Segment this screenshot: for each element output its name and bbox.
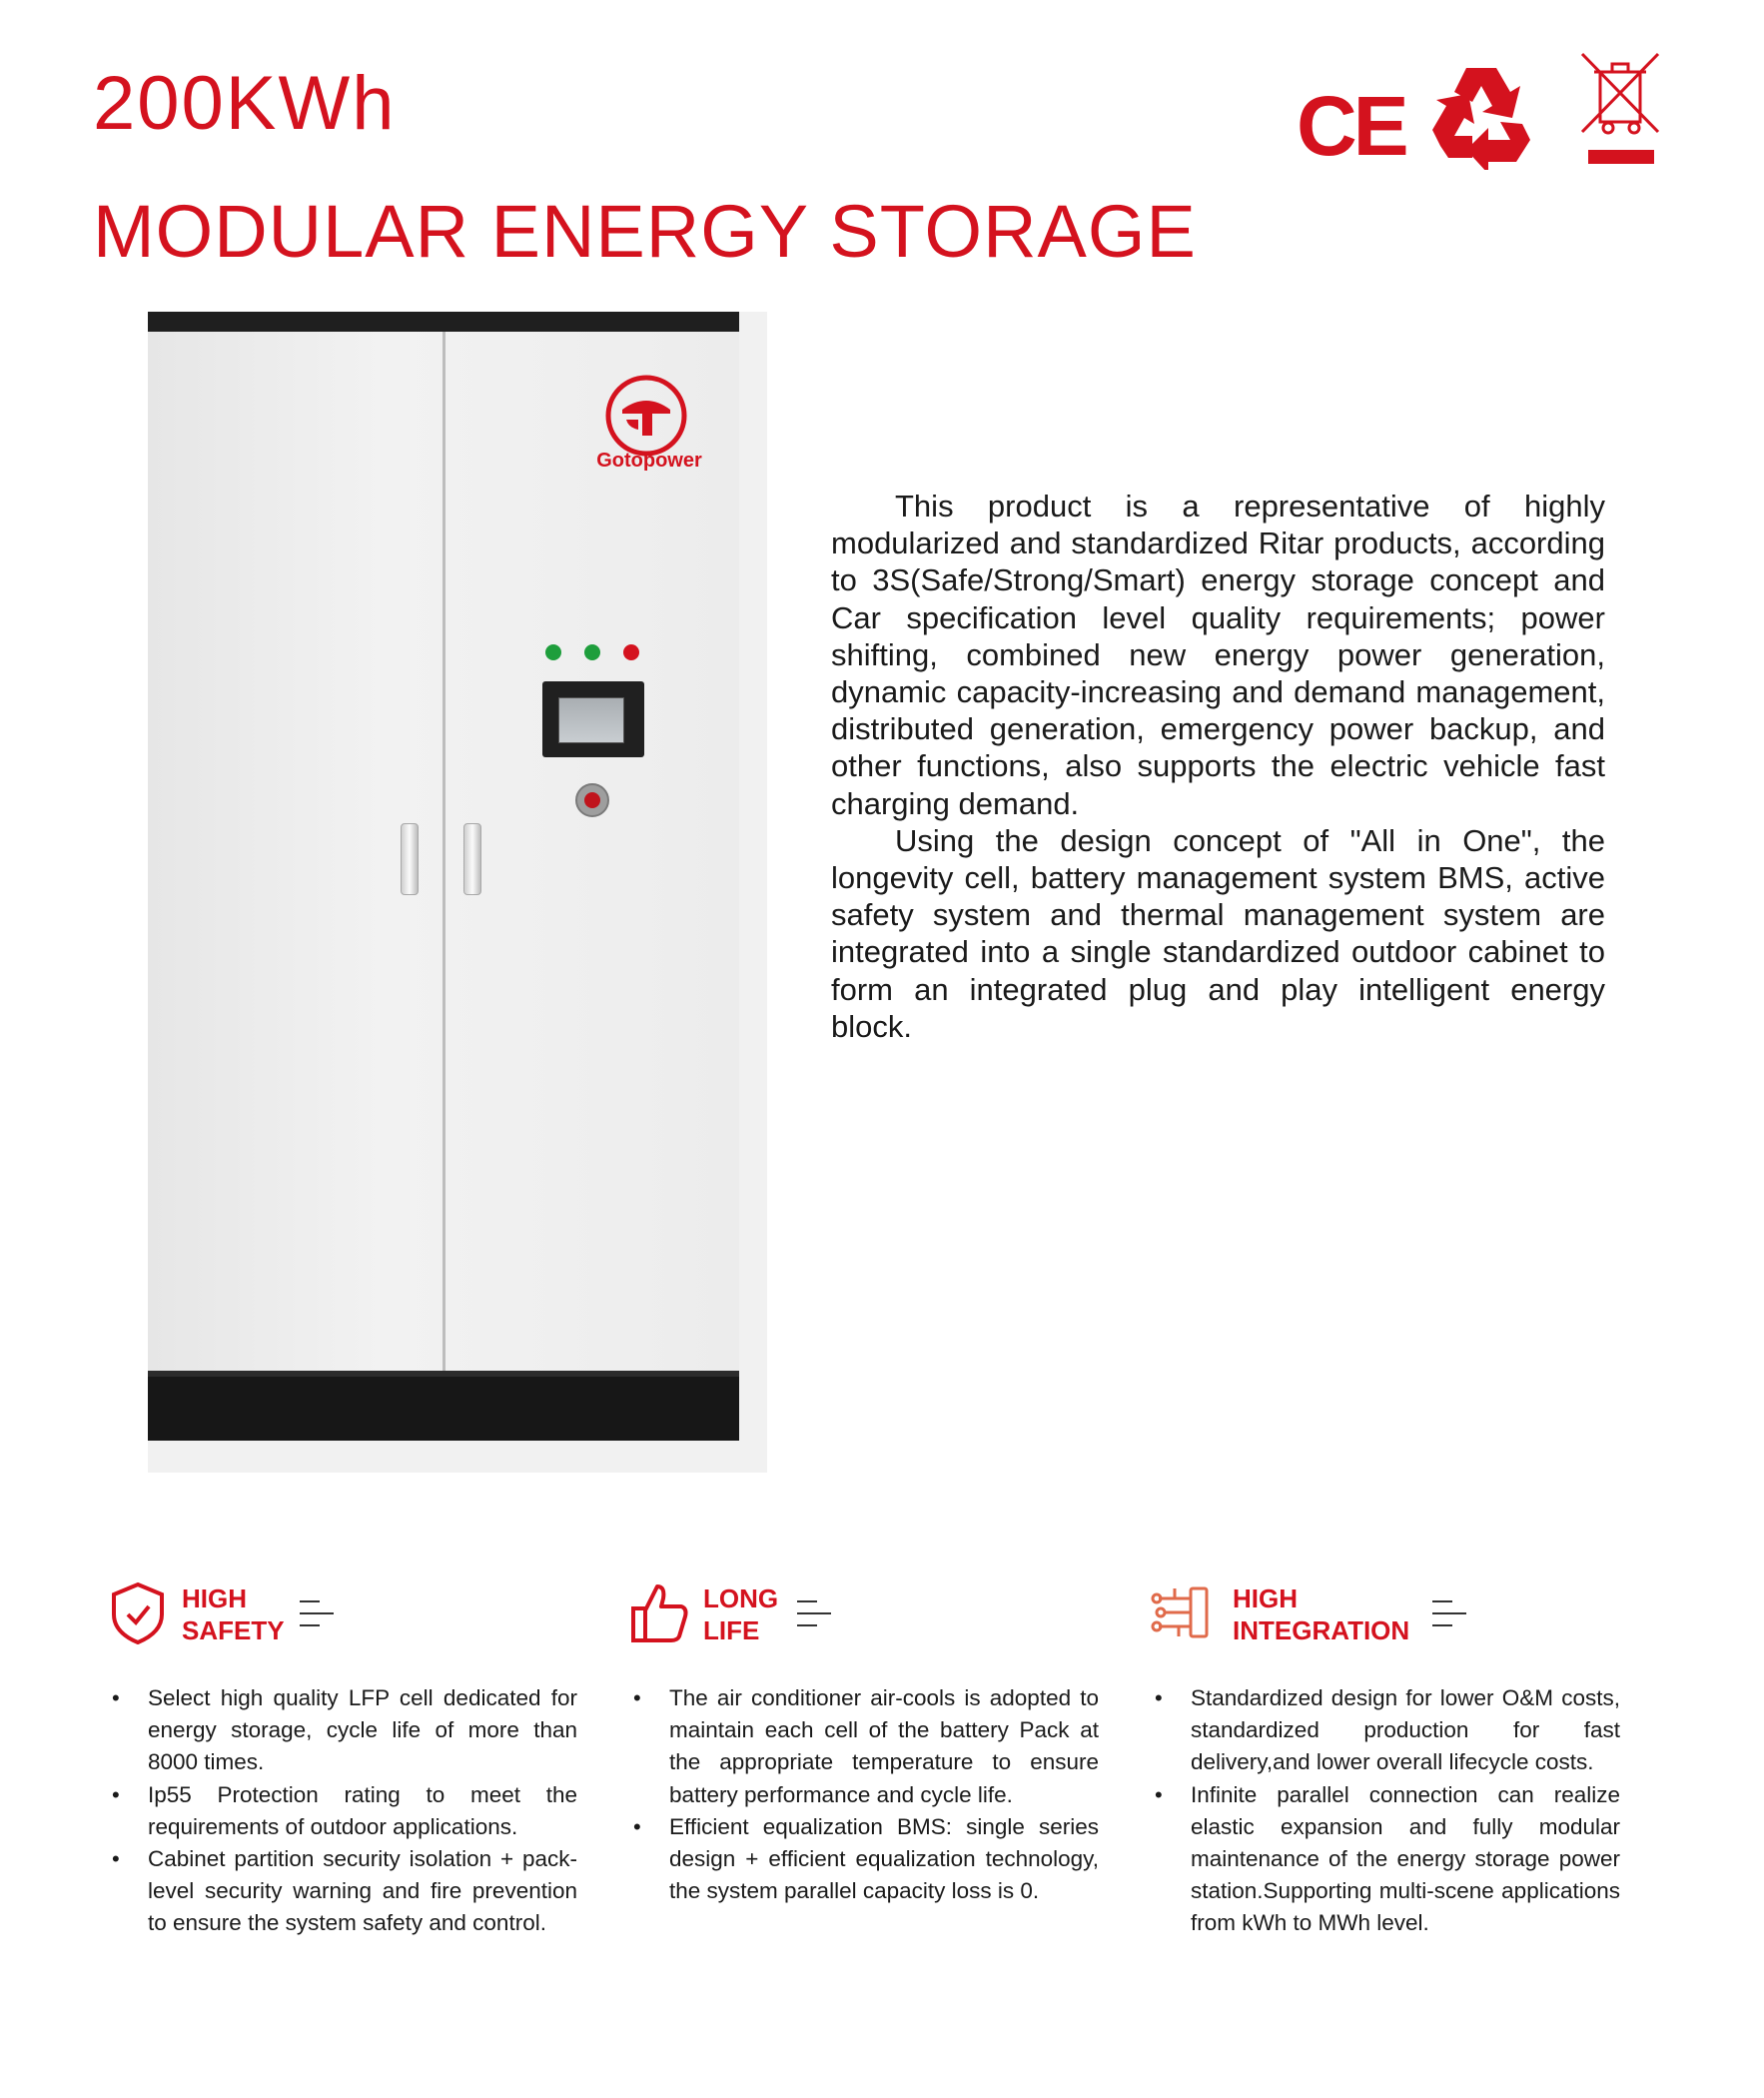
menu-lines-icon: [1432, 1600, 1466, 1630]
list-item: • The air conditioner air-cools is adopted to maintain each cell of the battery Pack at the appropriate temperature to ensure battery performance and cycle life.: [629, 1682, 1099, 1811]
recycle-icon: [1426, 60, 1536, 170]
list-item: • Cabinet partition security isolation + pack-level security warning and fire prevention to ensure the system safety and control.: [108, 1843, 577, 1940]
shield-check-icon: [108, 1580, 168, 1644]
feature-title-line1: HIGH: [182, 1583, 247, 1613]
feature-title-line2: LIFE: [703, 1615, 760, 1645]
list-item: • Select high quality LFP cell dedicated for energy storage, cycle life of more than 8000 times.: [108, 1682, 577, 1779]
feature-title: [1233, 1582, 1409, 1646]
brand-name: Gotopower: [596, 450, 702, 472]
door-divider: [442, 332, 445, 1389]
menu-lines-icon: [797, 1600, 831, 1630]
gotopower-logo-icon: [604, 374, 688, 458]
list-item: • Ip55 Protection rating to meet the requirements of outdoor applications.: [108, 1779, 577, 1843]
left-door-handle: [401, 823, 419, 895]
feature-long-life: [629, 1578, 1099, 1904]
list-item: • Infinite parallel connection can realize elastic expansion and fully modular maintenance of the energy storage power station.Supporting multi-scene applications from kWh to MWh level.: [1151, 1779, 1620, 1940]
cabinet-base: [148, 1377, 739, 1441]
feature-high-integration: [1151, 1578, 1620, 1936]
weee-bin-icon: [1578, 50, 1664, 168]
hmi-screen: [558, 697, 624, 743]
feature-bullets: [629, 1682, 1099, 1907]
emergency-stop-button: [575, 783, 609, 817]
page-title: MODULAR ENERGY STORAGE: [93, 190, 1197, 273]
description-paragraph-1: This product is a representative of highly modularized and standardized Ritar products, according to 3S(Safe/Strong/Smart) energy storage concept and Car specification level quality requirements; power shifting, combined new energy power generation, dynamic capacity-increasing and demand management, distributed generation, emergency power backup, and other functions, also supports the electric vehicle fast charging demand.: [831, 489, 1605, 821]
list-item: • Efficient equalization BMS: single series design + efficient equalization technology, the system parallel capacity loss is 0.: [629, 1811, 1099, 1908]
menu-lines-icon: [300, 1600, 334, 1630]
feature-title-line1: HIGH: [1233, 1583, 1298, 1613]
certification-marks: [1289, 50, 1668, 180]
status-led-green-1: [545, 644, 561, 660]
hmi-touch-panel: [542, 681, 644, 757]
integration-circuit-icon: [1151, 1580, 1211, 1644]
feature-bullets: [1151, 1682, 1620, 1940]
feature-high-safety: [108, 1578, 577, 1936]
right-door-handle: [463, 823, 481, 895]
feature-title: [703, 1582, 778, 1646]
thumbs-up-icon: [629, 1580, 689, 1644]
description-paragraph-2: Using the design concept of "All in One", the longevity cell, battery management system BMS, active safety system and thermal management system are integrated into a single standardized outdoor cabinet to form an integrated plug and play intelligent energy block.: [831, 822, 1605, 1044]
capacity-heading: 200KWh: [93, 61, 397, 146]
status-led-red: [623, 644, 639, 660]
feature-title: [182, 1582, 285, 1646]
feature-title-line2: INTEGRATION: [1233, 1615, 1410, 1645]
feature-title-line1: LONG: [703, 1583, 779, 1613]
feature-bullets: [108, 1682, 577, 1940]
feature-title-line2: SAFETY: [182, 1615, 285, 1645]
product-description: [831, 488, 1605, 1045]
product-cabinet-image: [148, 312, 767, 1473]
list-item: • Standardized design for lower O&M costs, standardized production for fast delivery,and lower overall lifecycle costs.: [1151, 1682, 1620, 1779]
cabinet-top-cap: [148, 312, 739, 332]
status-led-green-2: [584, 644, 600, 660]
ce-mark-icon: CE: [1297, 79, 1405, 173]
